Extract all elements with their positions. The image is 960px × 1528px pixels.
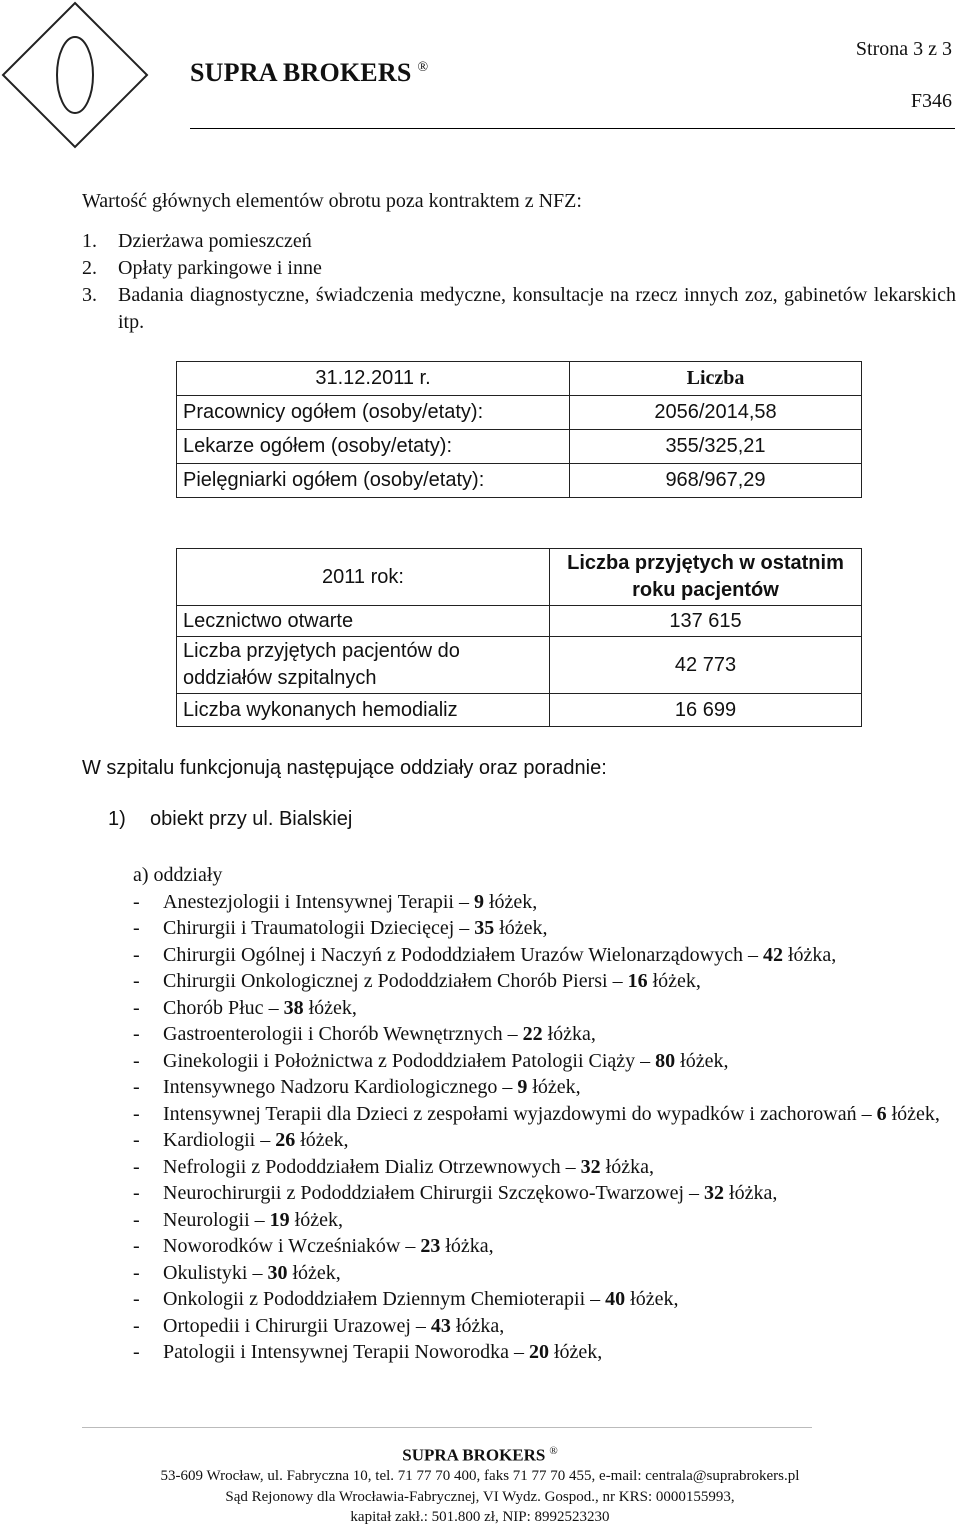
footer-registry: Sąd Rejonowy dla Wrocławia-Fabrycznej, VI Wydz. Gospod., nr KRS: 0000155993, [225, 1489, 735, 1505]
ward-bed-count: 19 [269, 1208, 290, 1231]
table-row [177, 464, 862, 498]
ward-bed-unit: łóżek, [553, 1341, 603, 1363]
ward-separator: – [513, 1341, 524, 1363]
table-cell: Lecznictwo otwarte [177, 606, 550, 637]
ward-item [133, 1180, 957, 1207]
dash-bullet: - [133, 1288, 140, 1310]
ward-separator: – [861, 1102, 872, 1125]
ward-item [133, 1339, 957, 1366]
ward-separator: – [507, 1023, 518, 1045]
dash-bullet: - [133, 1076, 140, 1098]
dash-bullet: - [133, 996, 140, 1019]
table-row [177, 606, 862, 637]
ward-bed-unit: łóżek, [294, 1208, 343, 1231]
ward-separator: – [405, 1235, 416, 1257]
table-cell: 42 773 [550, 637, 862, 694]
form-code: F346 [910, 90, 952, 112]
ward-item [133, 1260, 957, 1287]
dash-bullet: - [133, 1208, 140, 1231]
ward-separator: – [260, 1129, 271, 1151]
ward-name: Chirurgii i Traumatologii Dziecięcej [163, 917, 455, 939]
ward-name: Okulistyki [163, 1261, 248, 1284]
ward-name: Ginekologii i Położnictwa z Pododdziałem Patologii Ciąży [163, 1049, 636, 1072]
dash-bullet: - [133, 1261, 140, 1284]
diamond-logo-icon [0, 0, 150, 150]
ward-item [133, 1233, 957, 1260]
revenue-list [82, 228, 956, 336]
ward-separator: – [252, 1261, 263, 1284]
ward-bed-unit: łóżek, [532, 1076, 581, 1098]
ward-item [133, 1048, 957, 1075]
ward-separator: – [254, 1208, 265, 1231]
table-header-cell: Liczba [570, 362, 862, 396]
ward-bed-unit: łóżek, [891, 1102, 940, 1125]
dash-bullet: - [133, 1314, 140, 1337]
ward-bed-unit: łóżek, [680, 1049, 729, 1072]
ward-bed-count: 6 [876, 1102, 887, 1125]
ward-item [133, 915, 957, 942]
ward-name: Patologii i Intensywnej Terapii Noworodka [163, 1341, 509, 1363]
ward-item [133, 968, 957, 995]
ward-bed-unit: łóżka, [445, 1235, 494, 1257]
ward-bed-count: 16 [627, 970, 648, 992]
ward-name: Ortopedii i Chirurgii Urazowej [163, 1314, 411, 1337]
ward-bed-unit: łóżek, [292, 1261, 341, 1284]
wards-list [133, 889, 957, 1366]
ward-separator: – [268, 996, 279, 1019]
dash-bullet: - [133, 1182, 140, 1204]
ward-bed-unit: łóżka, [547, 1023, 596, 1045]
table-cell: 16 699 [550, 694, 862, 727]
ward-name: Gastroenterologii i Chorób Wewnętrznych [163, 1023, 503, 1045]
table-cell: 137 615 [550, 606, 862, 637]
ward-bed-unit: łóżka, [729, 1182, 778, 1204]
table-cell: Liczba wykonanych hemodializ [177, 694, 550, 727]
table-cell: Lekarze ogółem (osoby/etaty): [177, 430, 570, 464]
header-divider [190, 128, 955, 129]
ward-name: Neurochirurgii z Pododdziałem Chirurgii Szczękowo-Twarzowej [163, 1182, 685, 1204]
page-number: Strona 3 z 3 [855, 38, 952, 60]
table-row [177, 637, 862, 694]
ward-separator: – [458, 890, 469, 913]
dash-bullet: - [133, 1341, 140, 1363]
ward-item [133, 1127, 957, 1154]
table-header-cell: 31.12.2011 r. [177, 362, 570, 396]
ward-name: Nefrologii z Pododdziałem Dializ Otrzewnowych [163, 1155, 561, 1178]
ward-bed-count: 20 [528, 1341, 549, 1363]
ward-name: Intensywnego Nadzoru Kardiologicznego [163, 1076, 498, 1098]
ward-bed-count: 23 [420, 1235, 441, 1257]
ward-bed-count: 40 [605, 1288, 626, 1310]
table-header-row [177, 362, 862, 396]
dash-bullet: - [133, 1129, 140, 1151]
intro-text: Wartość głównych elementów obrotu poza kontraktem z NFZ: [82, 190, 582, 212]
footer-divider [82, 1427, 812, 1428]
site-heading: 1) obiekt przy ul. Bialskiej [108, 808, 353, 830]
dash-bullet: - [133, 1102, 140, 1125]
table-row [177, 694, 862, 727]
ward-bed-count: 38 [283, 996, 304, 1019]
wards-label: a) oddziały [133, 864, 223, 886]
ward-item [133, 1074, 957, 1101]
ward-item [133, 1313, 957, 1340]
ward-separator: – [590, 1288, 601, 1310]
patients-table [176, 548, 862, 727]
ward-bed-unit: łóżek, [488, 890, 538, 913]
table-row [177, 430, 862, 464]
dash-bullet: - [133, 917, 140, 939]
table-cell: Liczba przyjętych pacjentów do oddziałów szpitalnych [177, 637, 550, 694]
ward-separator: – [415, 1314, 426, 1337]
ward-bed-unit: łóżka, [605, 1155, 654, 1178]
ward-bed-count: 30 [267, 1261, 288, 1284]
ward-bed-count: 32 [704, 1182, 725, 1204]
ward-name: Chirurgii Ogólnej i Naczyń z Pododdziałem Urazów Wielonarządowych [163, 943, 743, 966]
ward-name: Intensywnej Terapii dla Dzieci z zespołami wyjazdowymi do wypadków i zachorowań [163, 1102, 857, 1125]
dash-bullet: - [133, 970, 140, 992]
ward-name: Noworodków i Wcześniaków [163, 1235, 401, 1257]
registered-mark: ® [417, 60, 429, 76]
registered-mark: ® [549, 1445, 558, 1457]
ward-bed-count: 32 [580, 1155, 601, 1178]
ward-item [133, 1286, 957, 1313]
ward-separator: – [565, 1155, 576, 1178]
table-header-row [177, 549, 862, 606]
table-row [177, 396, 862, 430]
ward-bed-count: 43 [430, 1314, 451, 1337]
ward-bed-unit: łóżek, [308, 996, 357, 1019]
ward-separator: – [459, 917, 470, 939]
wards-section [133, 862, 957, 1366]
ward-name: Chorób Płuc [163, 996, 264, 1019]
dash-bullet: - [133, 943, 140, 966]
ward-name: Anestezjologii i Intensywnej Terapii [163, 890, 454, 913]
ward-separator: – [747, 943, 758, 966]
list-item: 1. Dzierżawa pomieszczeń [82, 230, 312, 252]
ward-separator: – [502, 1076, 513, 1098]
table-cell: 355/325,21 [570, 430, 862, 464]
ward-bed-unit: łóżka, [455, 1314, 505, 1337]
dash-bullet: - [133, 1023, 140, 1045]
table-cell: Pielęgniarki ogółem (osoby/etaty): [177, 464, 570, 498]
ward-bed-count: 9 [517, 1076, 528, 1098]
footer-address: 53-609 Wrocław, ul. Fabryczna 10, tel. 71 77 70 400, faks 71 77 70 455, e-mail: centrala@suprabrokers.pl [160, 1468, 800, 1484]
ward-item [133, 889, 957, 916]
ward-bed-count: 80 [655, 1049, 676, 1072]
ward-name: Kardiologii [163, 1129, 256, 1151]
dash-bullet: - [133, 1155, 140, 1178]
footer-brand: SUPRA BROKERS ® [402, 1445, 558, 1465]
ward-bed-count: 35 [474, 917, 495, 939]
dash-bullet: - [133, 1235, 140, 1257]
ward-bed-unit: łóżek, [300, 1129, 349, 1151]
table-cell: 2056/2014,58 [570, 396, 862, 430]
ward-separator: – [689, 1182, 700, 1204]
ward-bed-unit: łóżka, [787, 943, 837, 966]
table-cell: Pracownicy ogółem (osoby/etaty): [177, 396, 570, 430]
list-item: 3. Badania diagnostyczne, świadczenia medyczne, konsultacje na rzecz innych zoz, gabinetów lekarskich itp. [82, 284, 956, 333]
ward-name: Neurologii [163, 1208, 250, 1231]
ward-item [133, 1021, 957, 1048]
ward-name: Onkologii z Pododdziałem Dziennym Chemioterapii [163, 1288, 586, 1310]
list-item: 2. Opłaty parkingowe i inne [82, 257, 322, 279]
brand-name: SUPRA BROKERS ® [190, 58, 429, 87]
ward-separator: – [612, 970, 623, 992]
ward-bed-unit: łóżek, [499, 917, 548, 939]
dash-bullet: - [133, 1049, 140, 1072]
ward-name: Chirurgii Onkologicznej z Pododdziałem Chorób Piersi [163, 970, 608, 992]
ward-separator: – [640, 1049, 651, 1072]
table-header-cell: Liczba przyjętych w ostatnim roku pacjentów [550, 549, 862, 606]
ward-bed-count: 9 [473, 890, 484, 913]
table-cell: 968/967,29 [570, 464, 862, 498]
footer-capital: kapitał zakł.: 501.800 zł, NIP: 8992523230 [350, 1509, 610, 1525]
staff-table [176, 361, 862, 498]
ward-item [133, 1154, 957, 1181]
ward-bed-count: 22 [522, 1023, 543, 1045]
ward-bed-count: 26 [275, 1129, 296, 1151]
ward-bed-unit: łóżek, [652, 970, 701, 992]
ward-item [133, 942, 957, 969]
departments-intro: W szpitalu funkcjonują następujące oddziały oraz poradnie: [82, 757, 607, 779]
dash-bullet: - [133, 890, 140, 913]
ward-bed-count: 42 [762, 943, 783, 966]
ward-bed-unit: łóżek, [630, 1288, 679, 1310]
ward-item [133, 1207, 957, 1234]
table-header-cell: 2011 rok: [177, 549, 550, 606]
ward-item [133, 995, 957, 1022]
ward-item [133, 1101, 957, 1128]
